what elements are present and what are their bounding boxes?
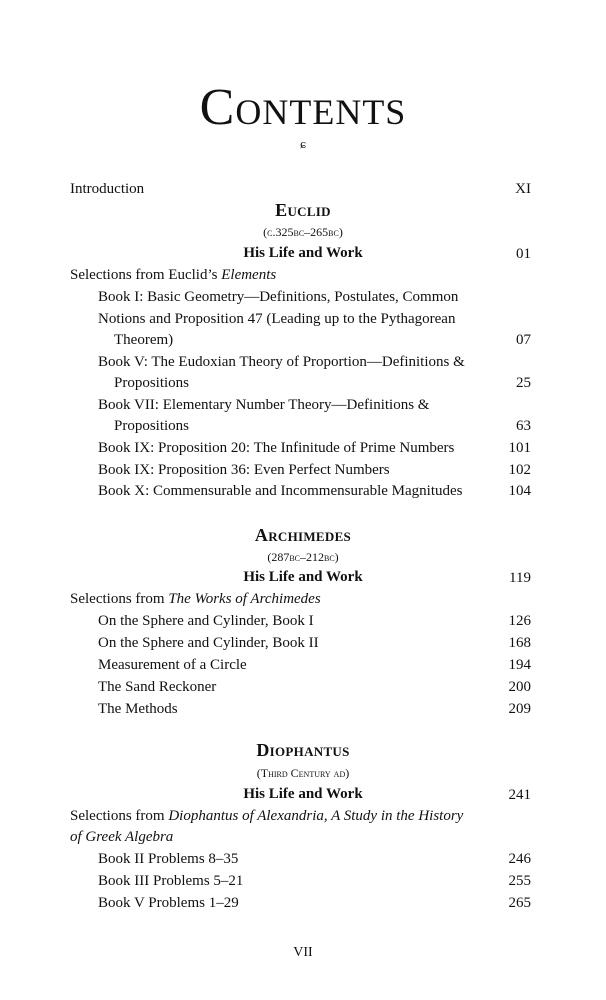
selections-work-title-cont: of Greek Algebra [70,829,174,845]
toc-entry-euclid-book-1-line-3: Theorem) [114,332,174,348]
page-number-archimedes-circle: 194 [508,657,531,673]
toc-entry-euclid-book-7-line-1: Book VII: Elementary Number Theory—Definitions & [98,397,430,413]
life-and-work-euclid: His Life and Work [243,245,363,261]
page-number-euclid-book-1: 07 [516,332,531,348]
page-number-euclid-book-5: 25 [516,375,531,391]
section-dates-archimedes: (287bc–212bc) [267,550,339,564]
page-number-euclid-book-7: 63 [516,418,531,434]
selections-prefix: Selections from [70,808,169,824]
toc-entry-introduction: Introduction [70,181,145,197]
toc-entry-diophantus-book-5: Book V Problems 1–29 [98,895,239,911]
page-number-introduction: XI [515,181,531,197]
page-number-diophantus-life: 241 [508,787,531,803]
page-number-archimedes-sphere-2: 168 [508,635,531,651]
page-title: Contents [199,79,407,136]
section-dates-euclid: (c.325bc–265bc) [263,225,343,239]
section-title-archimedes: Archimedes [254,525,352,545]
page-number-diophantus-book-2: 246 [508,851,531,867]
toc-entry-euclid-book-9-prop-36: Book IX: Proposition 36: Even Perfect Numbers [98,462,390,478]
toc-entry-archimedes-sphere-2: On the Sphere and Cylinder, Book II [98,635,319,651]
life-and-work-diophantus: His Life and Work [243,786,363,802]
toc-entry-euclid-book-1-line-2: Notions and Proposition 47 (Leading up to the Pythagorean [98,311,456,327]
selections-work-title: Diophantus of Alexandria, A Study in the History [168,808,464,824]
toc-entry-euclid-book-10: Book X: Commensurable and Incommensurable Magnitudes [98,483,463,499]
selections-heading-euclid [70,265,276,285]
toc-entry-euclid-book-5-line-2: Propositions [114,375,190,391]
toc-entry-euclid-book-5-line-1: Book V: The Eudoxian Theory of Proportion—Definitions & [98,354,465,370]
toc-entry-euclid-book-1-line-1: Book I: Basic Geometry—Definitions, Postulates, Common [98,289,459,305]
section-title-diophantus: Diophantus [256,740,350,760]
toc-entry-archimedes-methods: The Methods [98,701,178,717]
page-number-euclid-book-9-prop-36: 102 [508,462,531,478]
ornament-glyph: ɕ [300,136,306,151]
page-number-diophantus-book-3: 255 [508,873,531,889]
selections-heading-diophantus-line-1 [70,806,463,826]
toc-entry-archimedes-sphere-1: On the Sphere and Cylinder, Book I [98,613,314,629]
page-number-euclid-book-10: 104 [508,483,531,499]
selections-work-title: Elements [221,267,277,283]
section-dates-diophantus: (Third Century ad) [256,766,350,780]
selections-prefix: Selections from [70,591,169,607]
toc-entry-euclid-book-9-prop-20: Book IX: Proposition 20: The Infinitude of Prime Numbers [98,440,455,456]
page-number-archimedes-life: 119 [509,570,531,586]
page-number-archimedes-methods: 209 [508,701,531,717]
folio-page-number: VII [293,945,313,960]
section-title-euclid: Euclid [275,200,331,220]
toc-entry-diophantus-book-2: Book II Problems 8–35 [98,851,239,867]
page-number-euclid-life: 01 [516,246,531,262]
page-number-archimedes-sand-reckoner: 200 [508,679,531,695]
toc-entry-euclid-book-7-line-2: Propositions [114,418,190,434]
page-number-diophantus-book-5: 265 [508,895,531,911]
selections-heading-archimedes [70,589,321,609]
page-number-archimedes-sphere-1: 126 [508,613,531,629]
toc-entry-archimedes-sand-reckoner: The Sand Reckoner [98,679,217,695]
selections-work-title: The Works of Archimedes [168,591,321,607]
life-and-work-archimedes: His Life and Work [243,569,363,585]
toc-entry-diophantus-book-3: Book III Problems 5–21 [98,873,244,889]
page-number-euclid-book-9-prop-20: 101 [508,440,531,456]
selections-prefix: Selections from Euclid’s [70,267,222,283]
selections-heading-diophantus-line-2 [70,827,173,847]
toc-entry-archimedes-circle: Measurement of a Circle [98,657,247,673]
